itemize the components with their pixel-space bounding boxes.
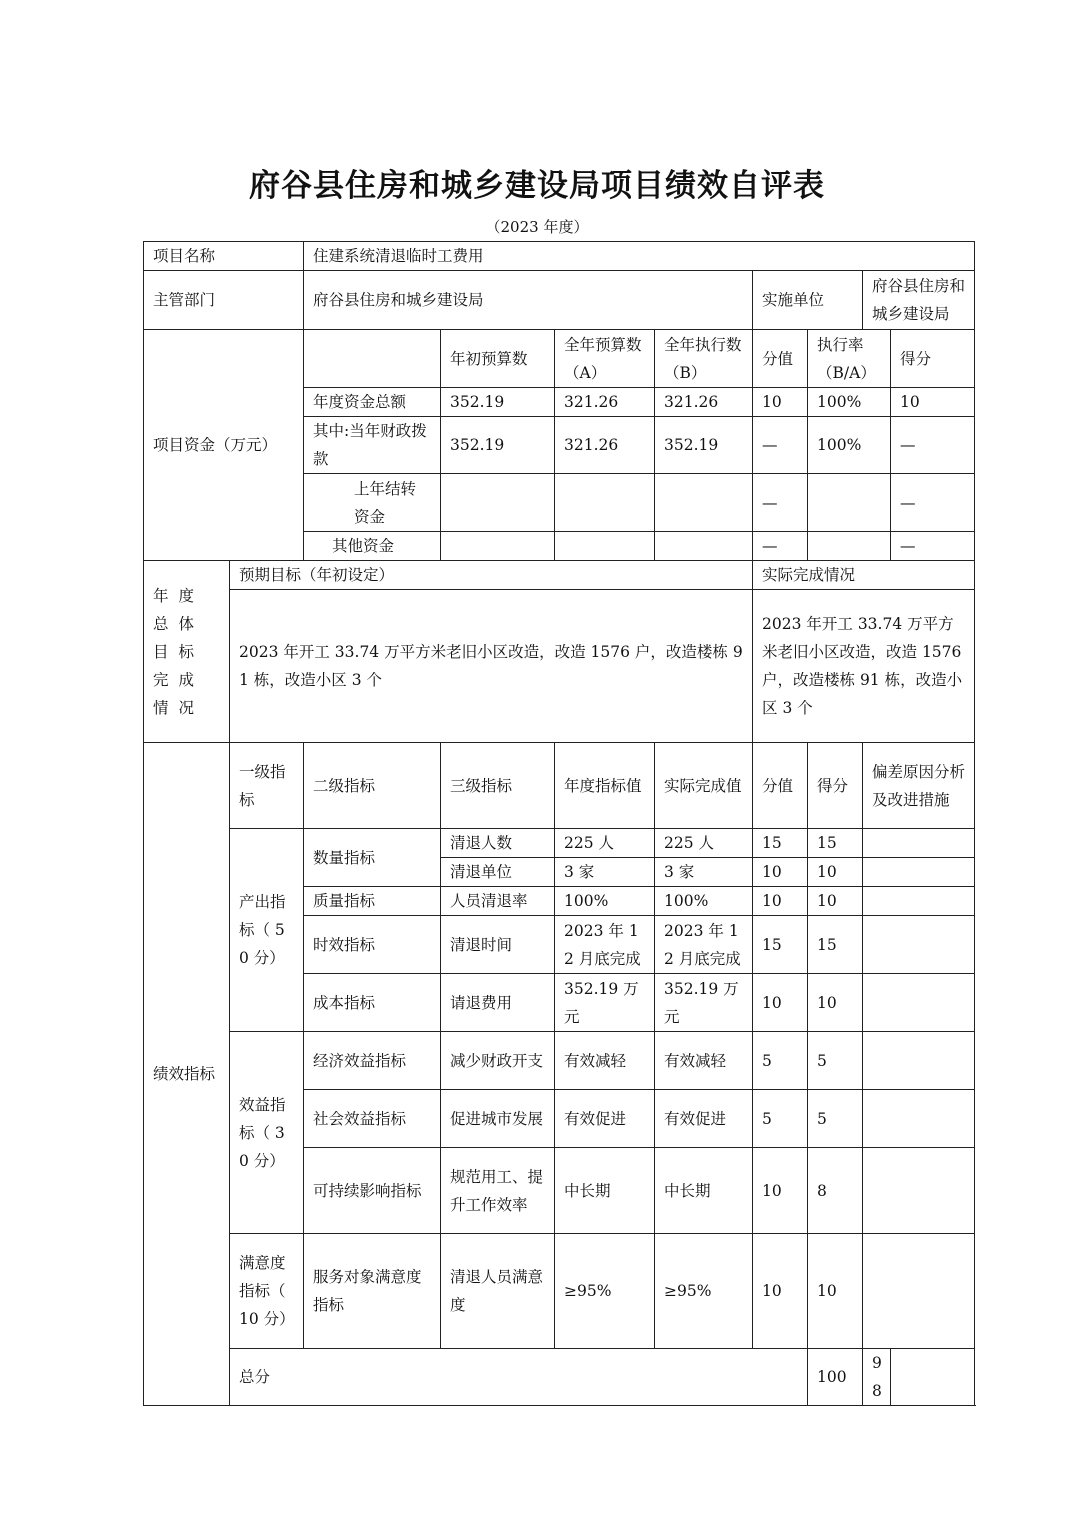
page-title: 府谷县住房和城乡建设局项目绩效自评表	[249, 168, 825, 204]
total-score: 100	[808, 1349, 863, 1406]
perf-target: 100%	[555, 887, 655, 916]
funds-cell: 352.19	[655, 417, 753, 474]
funds-cell: —	[753, 417, 808, 474]
total-label: 总分	[230, 1349, 808, 1406]
level1-benefit: 效益指标（ 30 分）	[230, 1032, 304, 1234]
perf-l3: 清退时间	[441, 916, 555, 974]
funds-cell: 10	[753, 388, 808, 417]
perf-target: 中长期	[555, 1148, 655, 1234]
perf-label: 绩效指标	[144, 743, 230, 1406]
perf-target: 2023 年 12 月底完成	[555, 916, 655, 974]
expected-goal-label: 预期目标（年初设定）	[230, 561, 753, 590]
funds-cell: 321.26	[555, 388, 655, 417]
funds-cell: 100%	[808, 388, 891, 417]
unit-label: 实施单位	[753, 271, 863, 330]
perf-note	[863, 974, 975, 1032]
perf-l3: 清退单位	[441, 858, 555, 887]
funds-cell: 352.19	[441, 417, 555, 474]
funds-cell: —	[753, 474, 808, 532]
perf-actual: 225 人	[655, 829, 753, 858]
funds-header: 得分	[891, 330, 975, 388]
perf-actual: 352.19 万元	[655, 974, 753, 1032]
funds-cell: 321.26	[555, 417, 655, 474]
perf-l3: 减少财政开支	[441, 1032, 555, 1090]
perf-header: 二级指标	[304, 743, 441, 829]
level2-quantity: 数量指标	[304, 829, 441, 887]
dept-value: 府谷县住房和城乡建设局	[304, 271, 753, 330]
level2-social: 社会效益指标	[304, 1090, 441, 1148]
perf-actual: 有效减轻	[655, 1032, 753, 1090]
total-note	[891, 1349, 975, 1406]
unit-value: 府谷县住房和城乡建设局	[863, 271, 975, 330]
perf-actual: 有效促进	[655, 1090, 753, 1148]
project-name: 住建系统清退临时工费用	[304, 242, 975, 271]
funds-cell: —	[891, 417, 975, 474]
funds-cell	[655, 474, 753, 532]
funds-header: 年初预算数	[441, 330, 555, 388]
goal-label: 年度总体目标完成情况	[144, 561, 230, 743]
perf-note	[863, 1032, 975, 1090]
perf-target: 有效减轻	[555, 1032, 655, 1090]
perf-actual: 2023 年 12 月底完成	[655, 916, 753, 974]
funds-header: 全年预算数（A）	[555, 330, 655, 388]
perf-target: 有效促进	[555, 1090, 655, 1148]
funds-row-name: 其他资金	[304, 532, 441, 561]
perf-l3: 清退人数	[441, 829, 555, 858]
perf-note	[863, 916, 975, 974]
perf-header: 实际完成值	[655, 743, 753, 829]
perf-score: 10	[753, 858, 808, 887]
perf-got: 10	[808, 974, 863, 1032]
expected-goal: 2023 年开工 33.74 万平方米老旧小区改造，改造 1576 户，改造楼栋 91 栋，改造小区 3 个	[230, 590, 753, 743]
perf-got: 10	[808, 887, 863, 916]
perf-score: 10	[753, 887, 808, 916]
actual-result: 2023 年开工 33.74 万平方米老旧小区改造，改造 1576 户，改造楼栋 91 栋，改造小区 3 个	[753, 590, 975, 743]
perf-score: 15	[753, 829, 808, 858]
perf-note	[863, 887, 975, 916]
funds-cell	[555, 474, 655, 532]
year-subtitle: （2023 年度）	[485, 218, 589, 236]
perf-score: 15	[753, 916, 808, 974]
perf-got: 8	[808, 1148, 863, 1234]
perf-got: 5	[808, 1032, 863, 1090]
funds-header-blank	[304, 330, 441, 388]
funds-cell: 100%	[808, 417, 891, 474]
perf-score: 5	[753, 1090, 808, 1148]
funds-cell	[555, 532, 655, 561]
perf-target: 352.19 万元	[555, 974, 655, 1032]
level2-quality: 质量指标	[304, 887, 441, 916]
level1-satisfaction: 满意度指标（ 10 分）	[230, 1234, 304, 1349]
level2-timeliness: 时效指标	[304, 916, 441, 974]
perf-got: 10	[808, 858, 863, 887]
perf-l3: 促进城市发展	[441, 1090, 555, 1148]
actual-result-label: 实际完成情况	[753, 561, 975, 590]
dept-label: 主管部门	[144, 271, 304, 330]
level2-cost: 成本指标	[304, 974, 441, 1032]
perf-note	[863, 829, 975, 858]
perf-header: 三级指标	[441, 743, 555, 829]
funds-row-name: 年度资金总额	[304, 388, 441, 417]
perf-got: 15	[808, 829, 863, 858]
level1-output: 产出指标（ 50 分）	[230, 829, 304, 1032]
funds-cell: —	[891, 474, 975, 532]
perf-header: 一级指标	[230, 743, 304, 829]
level2-service: 服务对象满意度指标	[304, 1234, 441, 1349]
perf-score: 10	[753, 1234, 808, 1349]
perf-l3: 请退费用	[441, 974, 555, 1032]
perf-header: 年度指标值	[555, 743, 655, 829]
level2-sustainable: 可持续影响指标	[304, 1148, 441, 1234]
funds-cell: 321.26	[655, 388, 753, 417]
perf-target: 225 人	[555, 829, 655, 858]
perf-l3: 规范用工、提升工作效率	[441, 1148, 555, 1234]
project-name-label: 项目名称	[144, 242, 304, 271]
perf-actual: 100%	[655, 887, 753, 916]
perf-actual: 中长期	[655, 1148, 753, 1234]
funds-cell: —	[891, 532, 975, 561]
perf-score: 5	[753, 1032, 808, 1090]
perf-note	[863, 1234, 975, 1349]
perf-l3: 清退人员满意度	[441, 1234, 555, 1349]
perf-note	[863, 1090, 975, 1148]
funds-cell	[441, 532, 555, 561]
perf-got: 10	[808, 1234, 863, 1349]
perf-actual: 3 家	[655, 858, 753, 887]
perf-header: 得分	[808, 743, 863, 829]
perf-score: 10	[753, 1148, 808, 1234]
perf-actual: ≥95%	[655, 1234, 753, 1349]
funds-header: 执行率（B/A）	[808, 330, 891, 388]
funds-cell	[441, 474, 555, 532]
funds-label: 项目资金（万元）	[144, 330, 304, 561]
evaluation-table	[143, 241, 975, 1406]
perf-got: 5	[808, 1090, 863, 1148]
funds-cell: 352.19	[441, 388, 555, 417]
perf-l3: 人员清退率	[441, 887, 555, 916]
funds-cell	[808, 474, 891, 532]
perf-header: 偏差原因分析及改进措施	[863, 743, 975, 829]
perf-note	[863, 1148, 975, 1234]
perf-target: ≥95%	[555, 1234, 655, 1349]
funds-header: 分值	[753, 330, 808, 388]
funds-cell: —	[753, 532, 808, 561]
perf-note	[863, 858, 975, 887]
funds-header: 全年执行数（B）	[655, 330, 753, 388]
funds-row-name: 其中:当年财政拨款	[304, 417, 441, 474]
perf-header: 分值	[753, 743, 808, 829]
level2-economic: 经济效益指标	[304, 1032, 441, 1090]
funds-row-name: 上年结转资金	[304, 474, 441, 532]
total-got: 98	[863, 1349, 891, 1406]
funds-cell	[655, 532, 753, 561]
funds-cell	[808, 532, 891, 561]
funds-cell: 10	[891, 388, 975, 417]
perf-score: 10	[753, 974, 808, 1032]
perf-target: 3 家	[555, 858, 655, 887]
perf-got: 15	[808, 916, 863, 974]
